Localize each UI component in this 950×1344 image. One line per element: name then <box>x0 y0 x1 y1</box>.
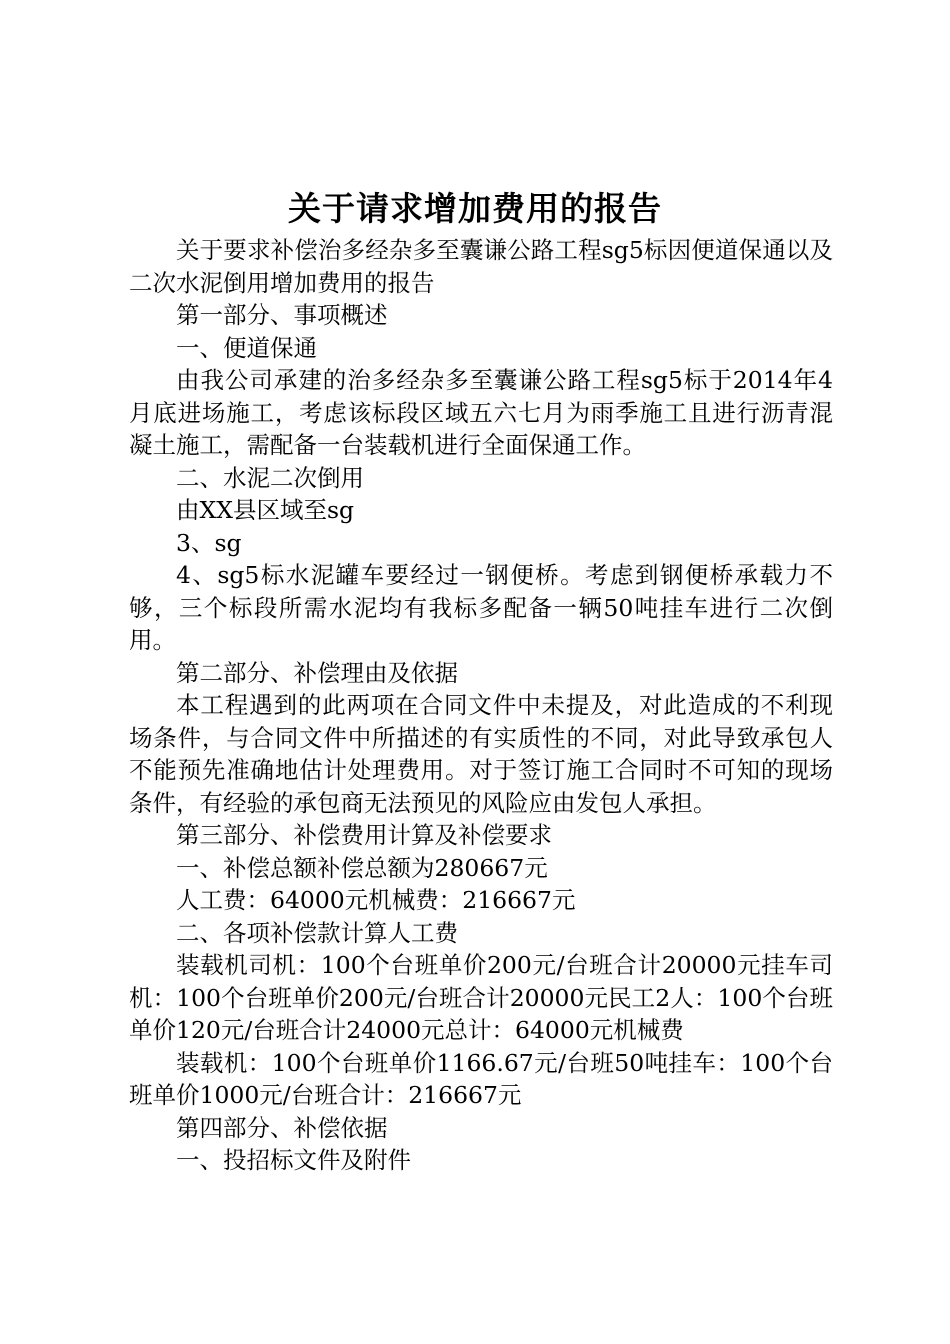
body-paragraph: 本工程遇到的此两项在合同文件中未提及，对此造成的不利现场条件，与合同文件中所描述的有实质性的不同，对此导致承包人不能预先准确地估计处理费用。对于签订施工合同时不可知的现场条件，有经验的承包商无法预见的风险应由发包人承担。 <box>129 691 833 817</box>
subsection-heading: 二、水泥二次倒用 <box>176 463 364 492</box>
body-paragraph: 由我公司承建的治多经杂多至囊谦公路工程sg5标于2014年4月底进场施工，考虑该标段区域五六七月为雨季施工且进行沥青混凝土施工，需配备一台装载机进行全面保通工作。 <box>129 366 833 459</box>
body-paragraph: 人工费：64000元机械费：216667元 <box>176 886 576 914</box>
section-heading: 第二部分、补偿理由及依据 <box>176 658 458 687</box>
section-heading: 第一部分、事项概述 <box>176 301 388 329</box>
document-body <box>129 234 833 1177</box>
document-title: 关于请求增加费用的报告 <box>288 189 662 228</box>
section-heading: 第四部分、补偿依据 <box>176 1113 388 1142</box>
body-paragraph: 3、sg <box>176 528 242 557</box>
intro-paragraph: 关于要求补偿治多经杂多至囊谦公路工程sg5标因便道保通以及二次水泥倒用增加费用的报告 <box>129 236 833 297</box>
section-heading: 第三部分、补偿费用计算及补偿要求 <box>176 821 552 849</box>
body-paragraph: 由XX县区域至sg <box>176 496 355 524</box>
subsection-heading: 一、投招标文件及附件 <box>176 1146 411 1174</box>
body-paragraph: 装载机：100个台班单价1166.67元/台班50吨挂车：100个台班单价1000元/台班合计：216667元 <box>129 1048 833 1109</box>
body-paragraph: 装载机司机：100个台班单价200元/台班合计20000元挂车司机：100个台班单价200元/台班合计20000元民工2人：100个台班单价120元/台班合计24000元总计：64000元机械费 <box>129 951 833 1044</box>
subsection-heading: 一、便道保通 <box>176 333 317 362</box>
subsection-heading: 二、各项补偿款计算人工费 <box>176 918 458 947</box>
body-paragraph: 4、sg5标水泥罐车要经过一钢便桥。考虑到钢便桥承载力不够，三个标段所需水泥均有我标多配备一辆50吨挂车进行二次倒用。 <box>129 561 833 654</box>
subsection-heading: 一、补偿总额补偿总额为280667元 <box>176 853 548 882</box>
